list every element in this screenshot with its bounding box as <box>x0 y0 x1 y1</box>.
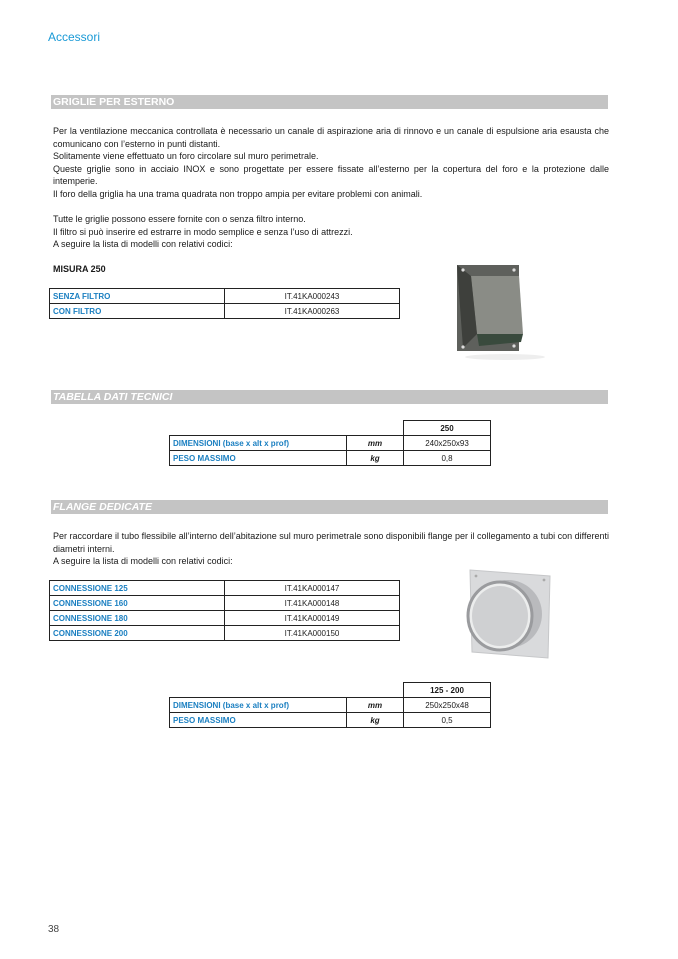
table-row <box>50 581 400 596</box>
row-label: CONNESSIONE 180 <box>50 611 225 626</box>
table-row <box>170 436 491 451</box>
paragraph: A seguire la lista di modelli con relativi codici: <box>53 239 233 250</box>
row-label: PESO MASSIMO <box>170 713 347 728</box>
row-code: IT.41KA000149 <box>225 611 400 626</box>
row-unit: mm <box>347 698 404 713</box>
subtitle-misura: MISURA 250 <box>53 264 106 274</box>
row-unit: kg <box>347 713 404 728</box>
flange-codes-table <box>49 580 400 641</box>
table-row <box>170 698 491 713</box>
external-grille-image <box>455 262 545 362</box>
section-bar-tabella: TABELLA DATI TECNICI <box>51 390 608 404</box>
row-label: DIMENSIONI (base x alt x prof) <box>170 698 347 713</box>
row-unit: kg <box>347 451 404 466</box>
paragraph: Il foro della griglia ha una trama quadrata non troppo ampia per evitare problemi con animali. <box>53 188 423 199</box>
row-value: 0,8 <box>404 451 491 466</box>
flange-description <box>53 530 609 568</box>
table-row <box>50 289 400 304</box>
row-code: IT.41KA000263 <box>225 304 400 319</box>
page-number: 38 <box>48 924 60 935</box>
griglie-description <box>53 125 609 201</box>
table-header-row <box>170 421 491 436</box>
row-label: PESO MASSIMO <box>170 451 347 466</box>
section-header: Accessori <box>48 30 101 44</box>
column-header: 125 - 200 <box>404 683 491 698</box>
table-row <box>50 626 400 641</box>
griglie-description-2 <box>53 213 609 251</box>
table-row <box>170 451 491 466</box>
paragraph: Solitamente viene effettuato un foro circolare sul muro perimetrale. <box>53 151 319 162</box>
table-header-row <box>170 683 491 698</box>
row-label: DIMENSIONI (base x alt x prof) <box>170 436 347 451</box>
row-code: IT.41KA000150 <box>225 626 400 641</box>
column-header: 250 <box>404 421 491 436</box>
table-row <box>50 304 400 319</box>
paragraph: Tutte le griglie possono essere fornite con o senza filtro interno. <box>53 214 306 224</box>
table-row <box>50 611 400 626</box>
table-row <box>50 596 400 611</box>
row-label: CONNESSIONE 160 <box>50 596 225 611</box>
paragraph: Il filtro si può inserire ed estrarre in modo semplice e senza l’uso di attrezzi. <box>53 226 353 237</box>
section-bar-flange: FLANGE DEDICATE <box>51 500 608 514</box>
row-code: IT.41KA000243 <box>225 289 400 304</box>
tech-table-griglie <box>169 420 491 466</box>
row-code: IT.41KA000147 <box>225 581 400 596</box>
row-value: 0,5 <box>404 713 491 728</box>
row-code: IT.41KA000148 <box>225 596 400 611</box>
row-label: CON FILTRO <box>50 304 225 319</box>
row-label: CONNESSIONE 200 <box>50 626 225 641</box>
section-bar-griglie: GRIGLIE PER ESTERNO <box>51 95 608 109</box>
row-label: SENZA FILTRO <box>50 289 225 304</box>
griglie-codes-table <box>49 288 400 319</box>
row-value: 240x250x93 <box>404 436 491 451</box>
tech-table-flange <box>169 682 491 728</box>
row-value: 250x250x48 <box>404 698 491 713</box>
paragraph: A seguire la lista di modelli con relativi codici: <box>53 556 233 567</box>
row-label: CONNESSIONE 125 <box>50 581 225 596</box>
row-unit: mm <box>347 436 404 451</box>
paragraph: Per raccordare il tubo flessibile all’interno dell’abitazione sul muro perimetrale sono disponibili flange per il collegamento a tubi con differenti diametri interni. <box>53 531 609 554</box>
flange-image <box>450 566 555 661</box>
table-row <box>170 713 491 728</box>
paragraph: Queste griglie sono in acciaio INOX e sono progettate per essere fissate all’esterno per la copertura del foro e la protezione dalle intemperie. <box>53 163 609 187</box>
paragraph: Per la ventilazione meccanica controllata è necessario un canale di aspirazione aria di rinnovo e un canale di espulsione aria esausta che comunicano con l’esterno in punti distanti. <box>53 126 609 149</box>
